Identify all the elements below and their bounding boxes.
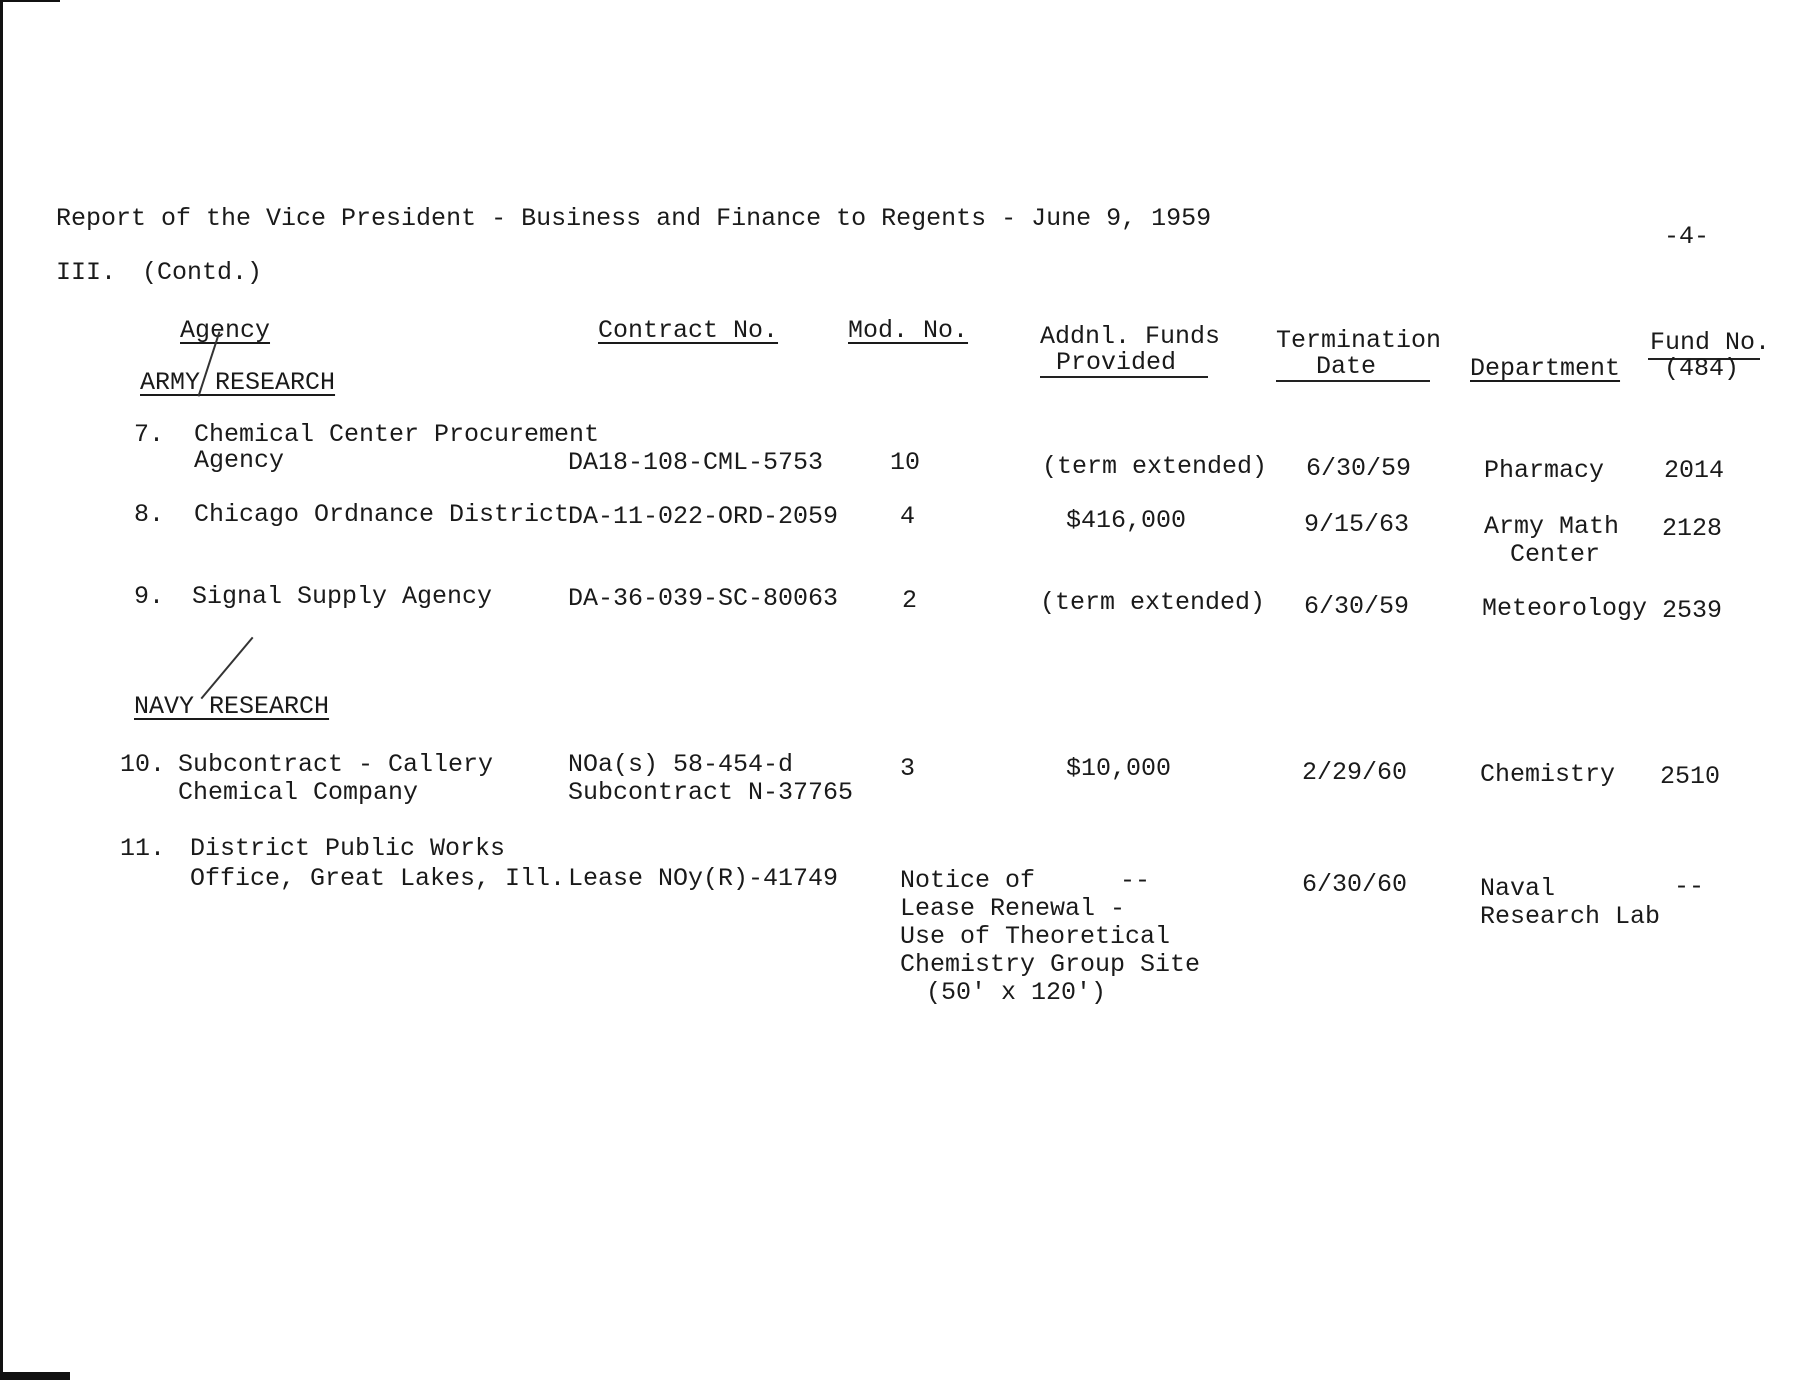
fund-number: 2014 [1664,456,1725,485]
contract-number: NOa(s) 58-454-d [568,750,794,779]
termination-date: 6/30/59 [1306,454,1412,483]
agency-line: Office, Great Lakes, Ill. [190,864,566,893]
fund-number: 2539 [1662,596,1723,625]
col-header-agency: Agency [180,316,271,345]
lease-note-line: Chemistry Group Site [900,950,1201,979]
contract-number: DA18-108-CML-5753 [568,448,824,477]
department: Army Math [1484,512,1620,541]
page-bottom-mark [0,1372,70,1380]
row-number: 11. [120,834,166,863]
lease-note-line: Notice of [900,866,1036,895]
row-number: 10. [120,750,166,779]
additional-funds: (term extended) [1042,452,1268,481]
row-number: 8. [134,500,165,529]
fund-number: 2128 [1662,514,1723,543]
termination-date: 9/15/63 [1304,510,1410,539]
col-header-term-line1: Termination [1276,326,1442,355]
fund-number: -- [1674,872,1705,901]
additional-funds: $416,000 [1066,506,1187,535]
section-note: (Contd.) [142,258,263,287]
contract-number: Lease NOy(R)-41749 [568,864,839,893]
page-top-edge [0,0,60,2]
mod-number: 3 [900,754,916,783]
termination-date: 6/30/60 [1302,870,1408,899]
department: Research Lab [1480,902,1661,931]
lease-note-line: Lease Renewal - [900,894,1126,923]
contract-number: DA-36-039-SC-80063 [568,584,839,613]
termination-date: 2/29/60 [1302,758,1408,787]
col-header-fund-line1: Fund No. [1650,328,1771,357]
col-header-mod: Mod. No. [848,316,969,345]
term-header-rule [1276,380,1430,382]
contract-number: Subcontract N-37765 [568,778,854,807]
group-heading-navy: NAVY RESEARCH [134,692,330,721]
agency-line: Signal Supply Agency [192,582,493,611]
lease-note-line: Use of Theoretical [900,922,1171,951]
department: Pharmacy [1484,456,1605,485]
col-header-term-line2: Date [1316,352,1377,381]
department: Chemistry [1480,760,1616,789]
agency-line: Chemical Company [178,778,419,807]
col-header-funds-line2: Provided [1056,348,1177,377]
report-title: Report of the Vice President - Business and Finance to Regents - June 9, 1959 [56,204,1212,233]
pen-mark [201,637,254,700]
funds-header-rule [1040,376,1208,378]
department: Naval [1480,874,1556,903]
agency-line: Agency [194,446,285,475]
mod-number: 10 [890,448,921,477]
department: Meteorology [1482,594,1648,623]
row-number: 7. [134,420,165,449]
agency-line: Chemical Center Procurement [194,420,600,449]
row-number: 9. [134,582,165,611]
contract-number: DA-11-022-ORD-2059 [568,502,839,531]
agency-line: Subcontract - Callery [178,750,494,779]
col-header-fund-line2: (484) [1664,354,1740,383]
agency-line: District Public Works [190,834,506,863]
agency-line: Chicago Ordnance District [194,500,570,529]
page-number: -4- [1664,222,1710,251]
fund-number: 2510 [1660,762,1721,791]
additional-funds: (term extended) [1040,588,1266,617]
lease-note-line: (50' x 120') [926,978,1107,1007]
col-header-department: Department [1470,354,1621,383]
termination-date: 6/30/59 [1304,592,1410,621]
mod-number: 2 [902,586,918,615]
department: Center [1510,540,1601,569]
group-heading-army: ARMY RESEARCH [140,368,336,397]
additional-funds: -- [1120,866,1151,895]
additional-funds: $10,000 [1066,754,1172,783]
col-header-contract: Contract No. [598,316,779,345]
page-left-edge [0,0,3,1380]
section-label: III. [56,258,117,287]
col-header-funds-line1: Addnl. Funds [1040,322,1221,351]
mod-number: 4 [900,502,916,531]
